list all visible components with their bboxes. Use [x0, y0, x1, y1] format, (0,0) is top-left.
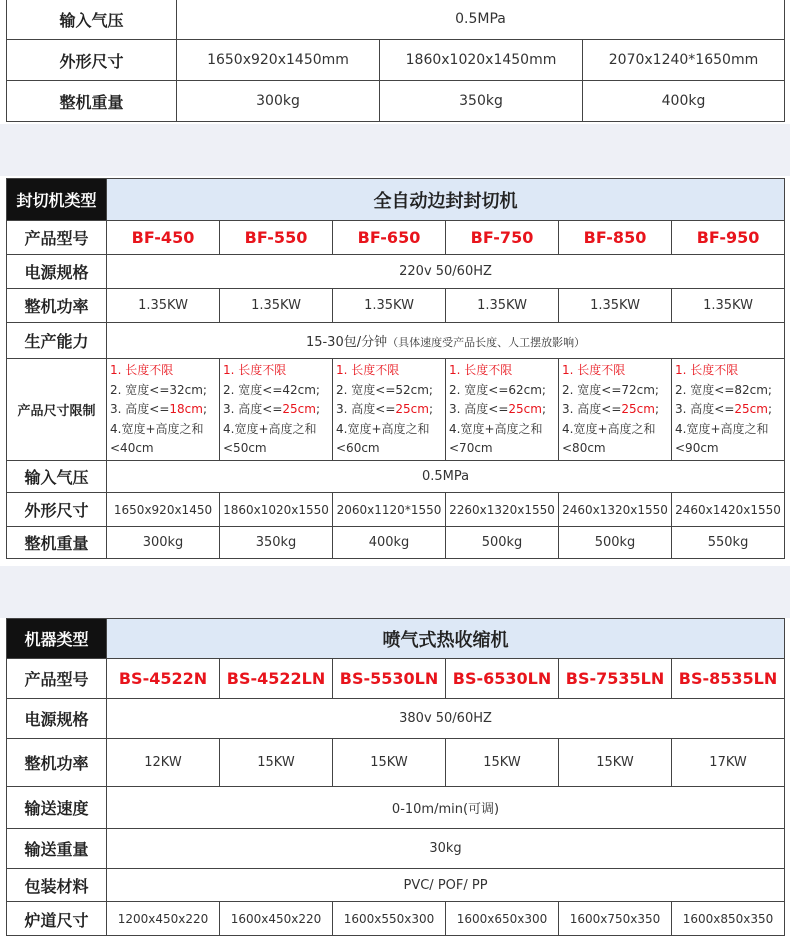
row-label-model: 产品型号	[7, 221, 107, 255]
row-label-dimensions: 外形尺寸	[7, 493, 107, 527]
power-supply-value: 220v 50/60HZ	[107, 255, 785, 289]
table-row	[7, 902, 785, 936]
power-value: 1.35KW	[446, 289, 559, 323]
dimensions-value: 2460x1320x1550	[559, 493, 672, 527]
power-value: 17KW	[672, 739, 785, 787]
size-limit-cell: 1. 长度不限 2. 宽度<=52cm; 3. 高度<=25cm; 4.宽度+高度之和 <60cm	[333, 359, 446, 461]
tunnel-size-value: 1600x750x350	[559, 902, 672, 936]
model-number: BF-750	[446, 221, 559, 255]
power-value: 1.35KW	[559, 289, 672, 323]
capacity-value	[107, 323, 785, 359]
power-value: 15KW	[333, 739, 446, 787]
tunnel-size-value: 1600x450x220	[220, 902, 333, 936]
size-limit-cell: 1. 长度不限 2. 宽度<=82cm; 3. 高度<=25cm; 4.宽度+高度之和 <90cm	[672, 359, 785, 461]
size-limit-cell: 1. 长度不限 2. 宽度<=72cm; 3. 高度<=25cm; 4.宽度+高度之和 <80cm	[559, 359, 672, 461]
dimensions-value: 1650x920x1450	[107, 493, 220, 527]
size-limit-cell: 1. 长度不限 2. 宽度<=32cm; 3. 高度<=18cm; 4.宽度+高度之和 <40cm	[107, 359, 220, 461]
shrink-spec-table	[6, 618, 785, 936]
table-title: 喷气式热收缩机	[107, 619, 785, 659]
model-number: BF-650	[333, 221, 446, 255]
model-number: BS-4522N	[107, 659, 220, 699]
table-row	[7, 829, 785, 869]
row-label-size-limit: 产品尺寸限制	[7, 359, 107, 461]
power-value: 15KW	[446, 739, 559, 787]
weight-value: 500kg	[559, 527, 672, 559]
table-row	[7, 869, 785, 902]
model-number: BF-950	[672, 221, 785, 255]
row-label-power: 整机功率	[7, 739, 107, 787]
table-row	[7, 323, 785, 359]
dimensions-value: 1860x1020x1550	[220, 493, 333, 527]
model-number: BF-450	[107, 221, 220, 255]
table-row	[7, 659, 785, 699]
material-value: PVC/ POF/ PP	[107, 869, 785, 902]
table-title: 全自动边封封切机	[107, 179, 785, 221]
air-pressure-value: 0.5MPa	[177, 0, 785, 40]
table-row	[7, 493, 785, 527]
row-label-material: 包装材料	[7, 869, 107, 902]
capacity-rate: 15-30包/分钟	[305, 335, 388, 350]
row-label-load: 输送重量	[7, 829, 107, 869]
table-row	[7, 81, 785, 122]
power-value: 1.35KW	[107, 289, 220, 323]
dimensions-value: 2260x1320x1550	[446, 493, 559, 527]
table-row	[7, 0, 785, 40]
weight-value: 350kg	[220, 527, 333, 559]
table-row	[7, 289, 785, 323]
model-number: BF-850	[559, 221, 672, 255]
power-supply-value: 380v 50/60HZ	[107, 699, 785, 739]
capacity-note: （具体速度受产品长度、人工摆放影响）	[387, 336, 586, 349]
row-label-tunnel-size: 炉道尺寸	[7, 902, 107, 936]
table-row	[7, 787, 785, 829]
dimensions-value: 2060x1120*1550	[333, 493, 446, 527]
dimensions-value: 2070x1240*1650mm	[583, 40, 785, 81]
table-row	[7, 255, 785, 289]
model-number: BF-550	[220, 221, 333, 255]
row-label-model: 产品型号	[7, 659, 107, 699]
air-pressure-value: 0.5MPa	[107, 461, 785, 493]
speed-value: 0-10m/min(可调)	[107, 787, 785, 829]
row-label-capacity: 生产能力	[7, 323, 107, 359]
weight-value: 400kg	[333, 527, 446, 559]
weight-value: 300kg	[107, 527, 220, 559]
power-value: 1.35KW	[672, 289, 785, 323]
row-label-speed: 输送速度	[7, 787, 107, 829]
model-number: BS-5530LN	[333, 659, 446, 699]
table-row	[7, 739, 785, 787]
row-label-weight: 整机重量	[7, 81, 177, 122]
model-number: BS-7535LN	[559, 659, 672, 699]
power-value: 1.35KW	[333, 289, 446, 323]
table-row	[7, 699, 785, 739]
power-value: 1.35KW	[220, 289, 333, 323]
size-limit-cell: 1. 长度不限 2. 宽度<=42cm; 3. 高度<=25cm; 4.宽度+高度之和 <50cm	[220, 359, 333, 461]
machine-type-label: 封切机类型	[7, 179, 107, 221]
load-value: 30kg	[107, 829, 785, 869]
sealer-spec-table	[6, 178, 785, 559]
model-number: BS-8535LN	[672, 659, 785, 699]
tunnel-size-value: 1200x450x220	[107, 902, 220, 936]
row-label-air-pressure: 输入气压	[7, 461, 107, 493]
row-label-power: 整机功率	[7, 289, 107, 323]
weight-value: 350kg	[380, 81, 583, 122]
dimensions-value: 1860x1020x1450mm	[380, 40, 583, 81]
table-row	[7, 179, 785, 221]
section-divider	[0, 566, 790, 618]
row-label-weight: 整机重量	[7, 527, 107, 559]
size-limit-cell: 1. 长度不限 2. 宽度<=62cm; 3. 高度<=25cm; 4.宽度+高度之和 <70cm	[446, 359, 559, 461]
row-label-air-pressure: 输入气压	[7, 0, 177, 40]
row-label-power-supply: 电源规格	[7, 699, 107, 739]
table-row	[7, 619, 785, 659]
table-row	[7, 527, 785, 559]
table-row	[7, 40, 785, 81]
weight-value: 550kg	[672, 527, 785, 559]
power-value: 15KW	[220, 739, 333, 787]
top-spec-table	[6, 0, 785, 122]
row-label-power-supply: 电源规格	[7, 255, 107, 289]
weight-value: 500kg	[446, 527, 559, 559]
model-number: BS-4522LN	[220, 659, 333, 699]
table-row	[7, 461, 785, 493]
table-row	[7, 221, 785, 255]
dimensions-value: 2460x1420x1550	[672, 493, 785, 527]
machine-type-label: 机器类型	[7, 619, 107, 659]
model-number: BS-6530LN	[446, 659, 559, 699]
tunnel-size-value: 1600x550x300	[333, 902, 446, 936]
section-divider	[0, 124, 790, 176]
power-value: 15KW	[559, 739, 672, 787]
tunnel-size-value: 1600x650x300	[446, 902, 559, 936]
weight-value: 300kg	[177, 81, 380, 122]
weight-value: 400kg	[583, 81, 785, 122]
power-value: 12KW	[107, 739, 220, 787]
tunnel-size-value: 1600x850x350	[672, 902, 785, 936]
table-row	[7, 359, 785, 461]
row-label-dimensions: 外形尺寸	[7, 40, 177, 81]
dimensions-value: 1650x920x1450mm	[177, 40, 380, 81]
